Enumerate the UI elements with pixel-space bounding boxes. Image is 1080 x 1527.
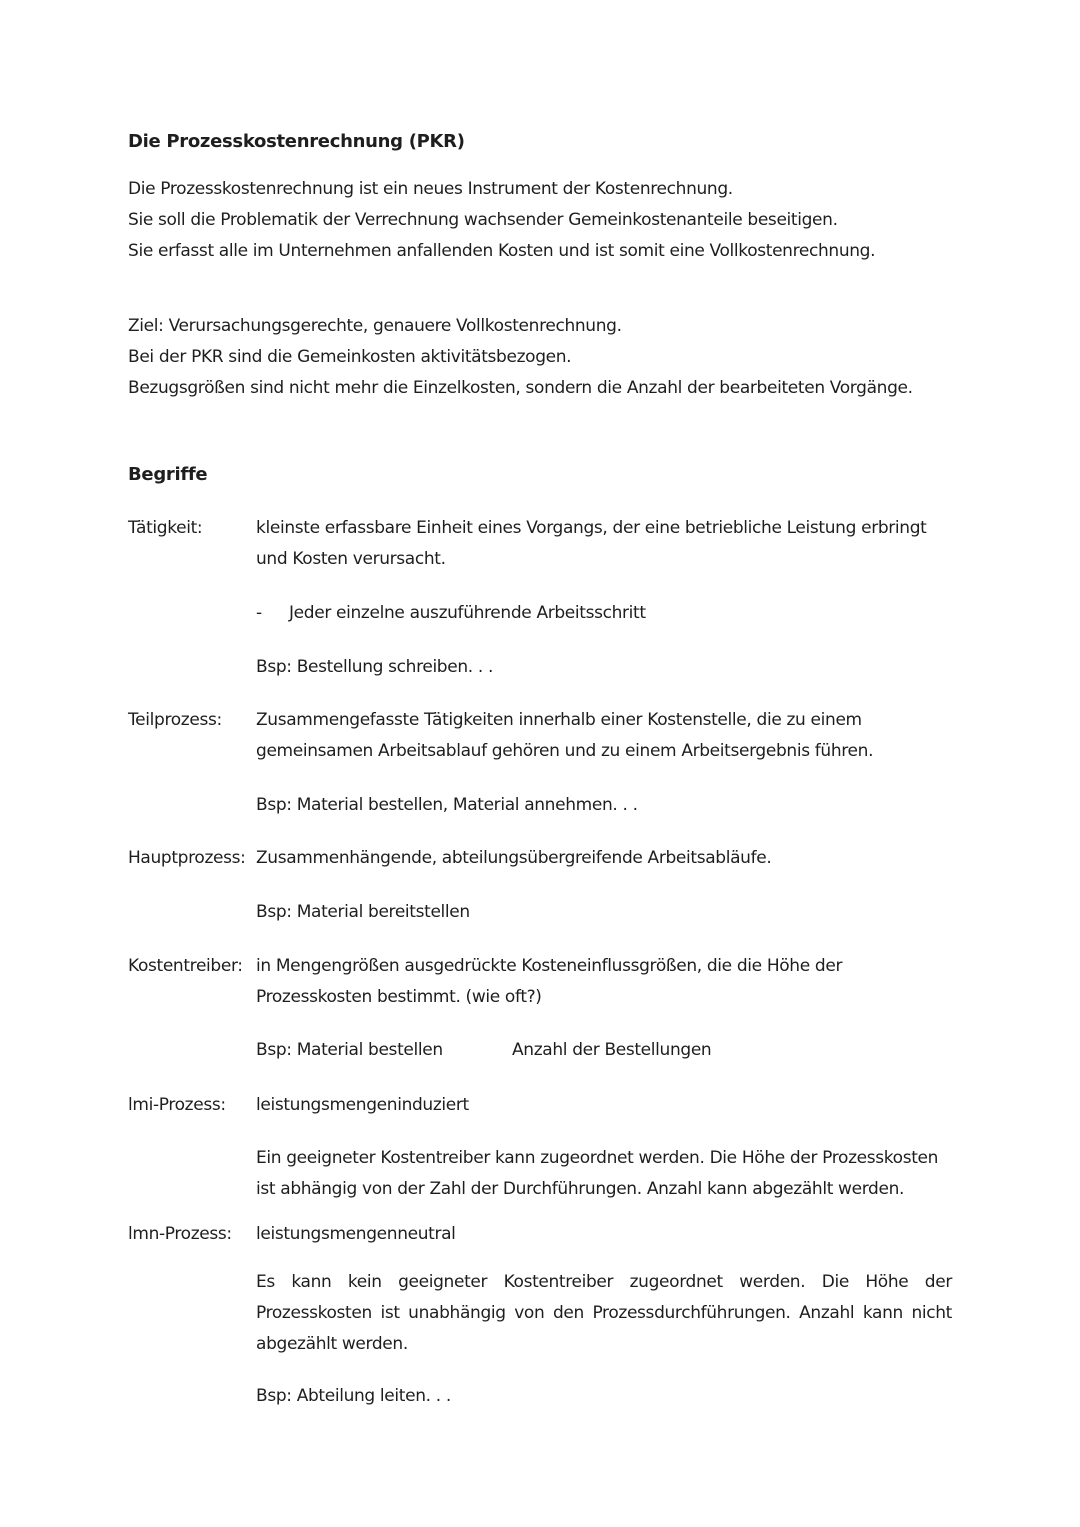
example-teilprozess: Bsp: Material bestellen, Material annehmen. . . (256, 795, 638, 815)
example-hauptprozess: Bsp: Material bereitstellen (256, 902, 470, 922)
term-lmi-prozess: lmi-Prozess: (128, 1095, 226, 1115)
goal-line: Bei der PKR sind die Gemeinkosten aktivitätsbezogen. (128, 347, 572, 367)
term-hauptprozess: Hauptprozess: (128, 848, 246, 868)
section-title-begriffe: Begriffe (128, 464, 208, 485)
term-lmn-prozess: lmn-Prozess: (128, 1224, 232, 1244)
intro-line: Sie soll die Problematik der Verrechnung wachsender Gemeinkostenanteile beseitigen. (128, 210, 838, 230)
intro-paragraph (128, 174, 875, 267)
definition-hauptprozess: Zusammenhängende, abteilungsübergreifende Arbeitsabläufe. (256, 848, 772, 868)
definition-lmn-prozess: leistungsmengenneutral (256, 1224, 456, 1244)
example-taetigkeit: Bsp: Bestellung schreiben. . . (256, 657, 494, 677)
example-kostentreiber-driver: Anzahl der Bestellungen (512, 1040, 712, 1060)
intro-line: Sie erfasst alle im Unternehmen anfallenden Kosten und ist somit eine Vollkostenrechnung. (128, 241, 876, 261)
bullet-text: Jeder einzelne auszuführende Arbeitsschritt (289, 603, 646, 623)
goal-line: Ziel: Verursachungsgerechte, genauere Vollkostenrechnung. (128, 316, 622, 336)
term-kostentreiber: Kostentreiber: (128, 956, 243, 976)
example-lmn-prozess: Bsp: Abteilung leiten. . . (256, 1386, 451, 1406)
bullet-item (256, 603, 646, 623)
page-title: Die Prozesskostenrechnung (PKR) (128, 131, 465, 152)
bullet-dash: - (256, 603, 262, 623)
term-teilprozess: Teilprozess: (128, 710, 222, 730)
explanation-lmn-prozess: Es kann kein geeigneter Kostentreiber zugeordnet werden. Die Höhe der Prozesskosten ist unabhängig von den Prozessdurchführungen. Anzahl kann nicht abgezählt werden. (256, 1272, 952, 1354)
definition-kostentreiber: in Mengengrößen ausgedrückte Kosteneinflussgrößen, die die Höhe der Prozesskosten bestimmt. (wie oft?) (256, 956, 843, 1007)
goal-paragraph (128, 311, 913, 404)
example-kostentreiber: Bsp: Material bestellen (256, 1040, 443, 1060)
definition-lmi-prozess: leistungsmengeninduziert (256, 1095, 469, 1115)
definition-teilprozess: Zusammengefasste Tätigkeiten innerhalb einer Kostenstelle, die zu einem gemeinsamen Arbeitsablauf gehören und zu einem Arbeitsergebnis führen. (256, 710, 874, 761)
term-taetigkeit: Tätigkeit: (128, 518, 203, 538)
definition-taetigkeit: kleinste erfassbare Einheit eines Vorgangs, der eine betriebliche Leistung erbringt und Kosten verursacht. (256, 518, 927, 569)
goal-line: Bezugsgrößen sind nicht mehr die Einzelkosten, sondern die Anzahl der bearbeiteten Vorgänge. (128, 378, 913, 398)
explanation-lmi-prozess: Ein geeigneter Kostentreiber kann zugeordnet werden. Die Höhe der Prozesskosten ist abhängig von der Zahl der Durchführungen. Anzahl kann abgezählt werden. (256, 1148, 939, 1199)
intro-line: Die Prozesskostenrechnung ist ein neues Instrument der Kostenrechnung. (128, 179, 733, 199)
